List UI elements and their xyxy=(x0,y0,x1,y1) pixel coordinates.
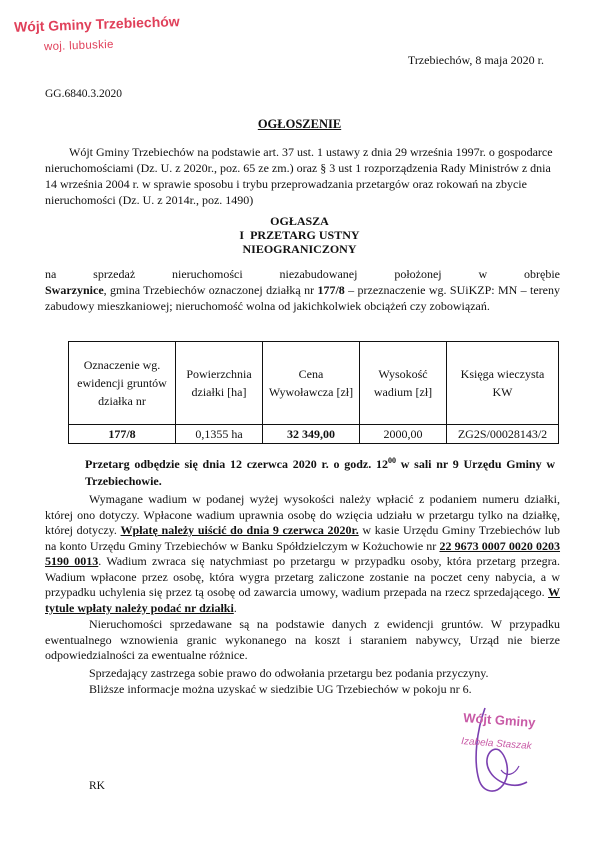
signature-stamp-title: Wójt Gminy xyxy=(462,710,536,731)
document-title: OGŁOSZENIE xyxy=(257,117,342,131)
document-date: Trzebiechów, 8 maja 2020 r. xyxy=(407,53,544,67)
deposit-text-1: Wymagane wadium w podanej wyżej wysokości należy wpłacić z podaniem numeru działki, której ono dotyczy. Wpłacone wadium uprawnia osobę do wzięcia udziału w przetargu tylko na działkę, której dotyczy. xyxy=(45,492,560,537)
deposit-text-3: . Wadium zwraca się natychmiast po przetargu w przypadku osoby, która przetarg przegra. Wadium wpłacone przez osobę, która wygra przetarg zaliczone zostanie na poczet ceny nabycia, a w przypadku uchylenia się przez tą osobę od zawarcia umowy, wadium przepada na rzecz sprzedającego. xyxy=(45,554,561,599)
table-header-cell: Księga wieczysta KW xyxy=(447,342,559,425)
handwritten-signature-icon xyxy=(455,700,575,810)
table-cell-land-register: ZG2S/00028143/2 xyxy=(447,425,559,444)
table-header-cell: Powierzchnia działki [ha] xyxy=(176,342,263,425)
table-cell-price: 32 349,00 xyxy=(263,425,360,444)
info-paragraph: Bliższe informacje można uzyskać w siedzibie UG Trzebiechów w pokoju nr 6. xyxy=(89,682,472,696)
table-cell-plot: 177/8 xyxy=(69,425,176,444)
boundaries-paragraph: Nieruchomości sprzedawane są na podstawie danych z ewidencji gruntów. W przypadku ewentualnego wznowienia granic wykonanego na koszt i staraniem nabywcy, Urząd nie bierze odpowiedzialności za ewentualne różnice. xyxy=(45,617,560,662)
author-initials: RK xyxy=(89,780,105,792)
table-row xyxy=(69,425,559,444)
auction-time-minutes: 00 xyxy=(387,456,396,465)
table-cell-deposit: 2000,00 xyxy=(360,425,447,444)
sale-place: Swarzynice xyxy=(45,283,104,297)
office-stamp-title: Wójt Gminy Trzebiechów xyxy=(13,13,180,35)
office-stamp-region: woj. lubuskie xyxy=(43,38,114,54)
bank-account-number: 22 9673 0007 0020 0203 5190 0013 xyxy=(45,538,561,568)
auction-date-notice xyxy=(85,452,555,490)
heading-announces: OGŁASZA xyxy=(270,214,329,228)
intro-paragraph: Wójt Gminy Trzebiechów na podstawie art. 37 ust. 1 ustawy z dnia 29 września 1997r. o gospodarce nieruchomościami (Dz. U. z 2020r., poz. 65 ze zm.) oraz § 3 ust 1 rozporządzenia Rady Ministrów z dnia 14 września 2004 r. w sprawie sposobu i trybu przeprowadzania przetargów oraz rokowań na zbycie nieruchomości (Dz. U. z 2014r., poz. 1490) xyxy=(45,145,553,207)
deposit-paragraph xyxy=(45,492,560,616)
reservation-paragraph: Sprzedający zastrzega sobie prawo do odwołania przetargu bez podania przyczyny. xyxy=(89,666,489,680)
deposit-deadline: Wpłatę należy uiścić do dnia 9 czerwca 2020r. xyxy=(120,523,359,537)
table-header-cell: Oznaczenie wg. ewidencji gruntów działka nr xyxy=(69,342,176,425)
auction-text-end: w sali nr 9 Urzędu Gminy w Trzebiechowie. xyxy=(85,457,555,488)
deposit-text-2: w kasie Urzędu Gminy Trzebiechów lub na konto Urzędu Gminy Trzebiechów w Banku Spółdzielczym w Kożuchowie nr xyxy=(45,523,561,553)
table-header-row xyxy=(69,342,559,425)
table-header-cell: Wysokość wadium [zł] xyxy=(360,342,447,425)
signature-stamp-name: Izabela Staszak xyxy=(460,736,532,752)
deposit-text-4: . xyxy=(233,600,237,615)
auction-text-start: Przetarg odbędzie się dnia 12 czerwca 2020 r. o godz. 12 xyxy=(85,457,388,471)
sale-description xyxy=(45,266,560,314)
sale-text-intro: na sprzedaż nieruchomości niezabudowanej położonej w obrębie xyxy=(45,267,560,281)
heading-auction-type: I PRZETARG USTNY xyxy=(239,228,360,242)
sale-text-municipality: , gmina Trzebiechów oznaczonej działką nr xyxy=(103,283,318,297)
sale-plot-number: 177/8 xyxy=(317,283,345,297)
reference-number: GG.6840.3.2020 xyxy=(45,88,122,100)
sale-text-purpose: – przeznaczenie wg. SUiKZP: MN – tereny zabudowy mieszkaniowej; nieruchomość wolna od jakichkolwiek obciążeń czy zobowiązań. xyxy=(45,283,560,313)
deposit-title-requirement: W tytule wpłaty należy podać nr działki xyxy=(45,585,560,615)
table-header-cell: Cena Wywoławcza [zł] xyxy=(263,342,360,425)
signature-stamp xyxy=(455,700,575,810)
property-table xyxy=(68,341,559,444)
heading-unlimited: NIEOGRANICZONY xyxy=(242,242,357,256)
table-cell-area: 0,1355 ha xyxy=(176,425,263,444)
